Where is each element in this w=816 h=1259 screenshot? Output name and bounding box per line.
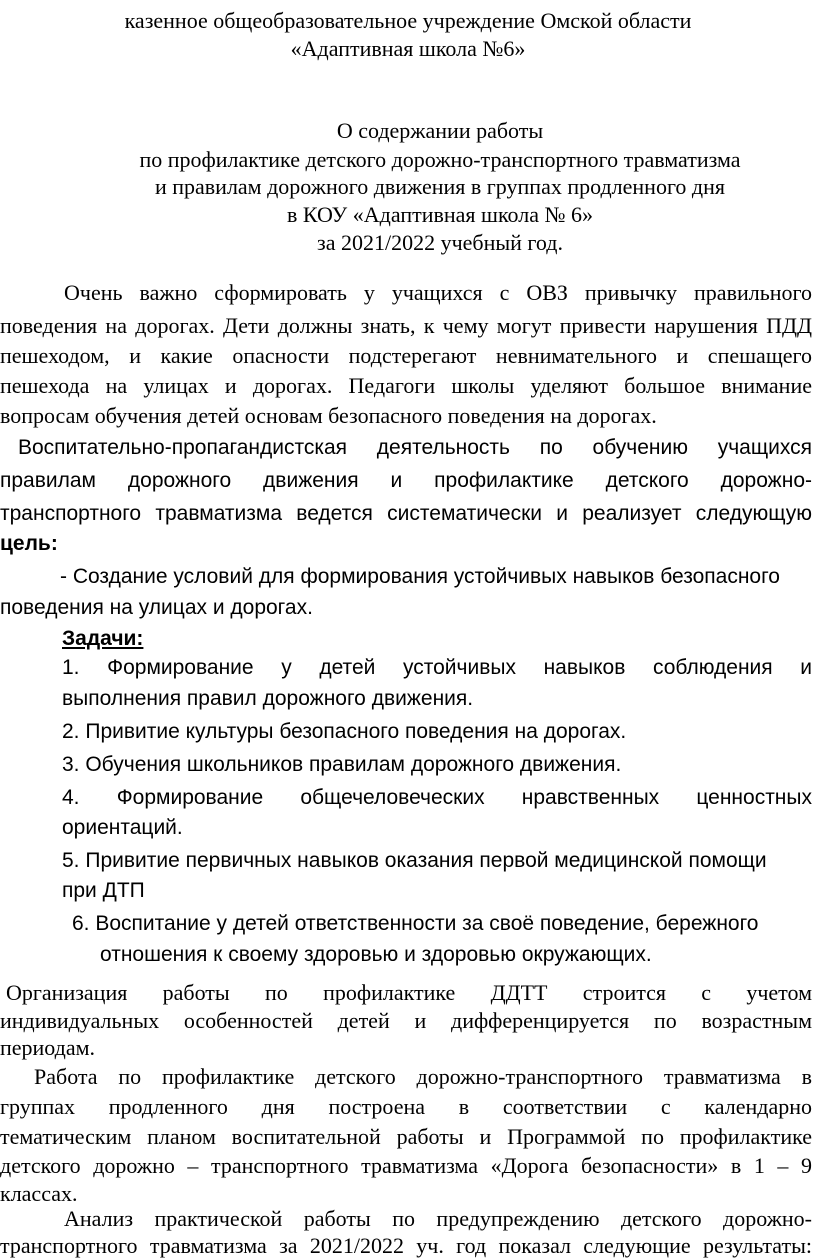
doc-title-line-1: О содержании работы [336, 118, 544, 143]
task-item-6-cont: отношения к своему здоровью и здоровью окружающих. [100, 943, 652, 966]
doc-title-line-5: за 2021/2022 учебный год. [317, 230, 563, 255]
para3-line: индивидуальных особенностей детей и дифференцируется по возрастным [0, 1008, 812, 1033]
task-item-3: 3. Обучения школьников правилам дорожного движения. [62, 753, 622, 776]
para5-line: транспортного травматизма за 2021/2022 уч. год показал следующие результаты: [0, 1233, 812, 1258]
para5-line: Анализ практической работы по предупреждению детского дорожно- [64, 1206, 812, 1231]
para4-line: группах продленного дня построена в соответствии с календарно [0, 1094, 812, 1119]
para4-line: Работа по профилактике детского дорожно-транспортного травматизма в [34, 1064, 812, 1089]
para2-line: Воспитательно-пропагандистская деятельность по обучению учащихся [18, 436, 812, 459]
task-item-1-cont: выполнения правил дорожного движения. [62, 687, 474, 710]
para4-line: классах. [0, 1181, 78, 1206]
goal-line: - Создание условий для формирования устойчивых навыков безопасного [60, 565, 780, 588]
para1-line: пешеходом, и какие опасности подстерегают невнимательного и спешащего [0, 343, 812, 368]
goal-label: цель: [0, 532, 58, 555]
task-item-5: 5. Привитие первичных навыков оказания первой медицинской помощи [62, 849, 767, 872]
para3-line: Организация работы по профилактике ДДТТ строится с учетом [6, 980, 812, 1005]
para4-line: детского дорожно – транспортного травматизма «Дорога безопасности» в 1 – 9 [0, 1153, 812, 1178]
para2-line: транспортного травматизма ведется систематически и реализует следующую [0, 502, 812, 525]
doc-title-line-2: по профилактике детского дорожно-транспортного травматизма [139, 147, 741, 172]
task-item-2: 2. Привитие культуры безопасного поведения на дорогах. [62, 720, 627, 743]
task-item-4-cont: ориентаций. [62, 816, 183, 839]
task-item-4: 4. Формирование общечеловеческих нравственных ценностных [62, 786, 812, 809]
para2-line: правилам дорожного движения и профилактике детского дорожно- [0, 469, 812, 492]
school-name-line: казенное общеобразовательное учреждение Омской области [124, 8, 692, 33]
para1-line: вопросам обучения детей основам безопасного поведения на дорогах. [0, 403, 657, 428]
para4-line: тематическим планом воспитательной работы и Программой по профилактике [0, 1124, 812, 1149]
para1-line: поведения на дорогах. Дети должны знать, к чему могут привести нарушения ПДД [0, 313, 812, 338]
para3-line: периодам. [0, 1035, 96, 1060]
task-item-1: 1. Формирование у детей устойчивых навыков соблюдения и [62, 656, 812, 679]
para1-line: пешехода на улицах и дорогах. Педагоги школы уделяют большое внимание [0, 373, 812, 398]
task-item-6: 6. Воспитание у детей ответственности за своё поведение, бережного [72, 912, 759, 935]
goal-line: поведения на улицах и дорогах. [0, 596, 313, 619]
tasks-heading: Задачи: [62, 627, 144, 650]
para1-line: Очень важно сформировать у учащихся с ОВЗ привычку правильного [64, 280, 812, 305]
task-item-5-cont: при ДТП [62, 879, 145, 902]
doc-title-line-3: и правилам дорожного движения в группах продленного дня [154, 174, 726, 199]
school-name-quoted: «Адаптивная школа №6» [290, 36, 526, 61]
doc-title-line-4: в КОУ «Адаптивная школа № 6» [287, 202, 593, 227]
